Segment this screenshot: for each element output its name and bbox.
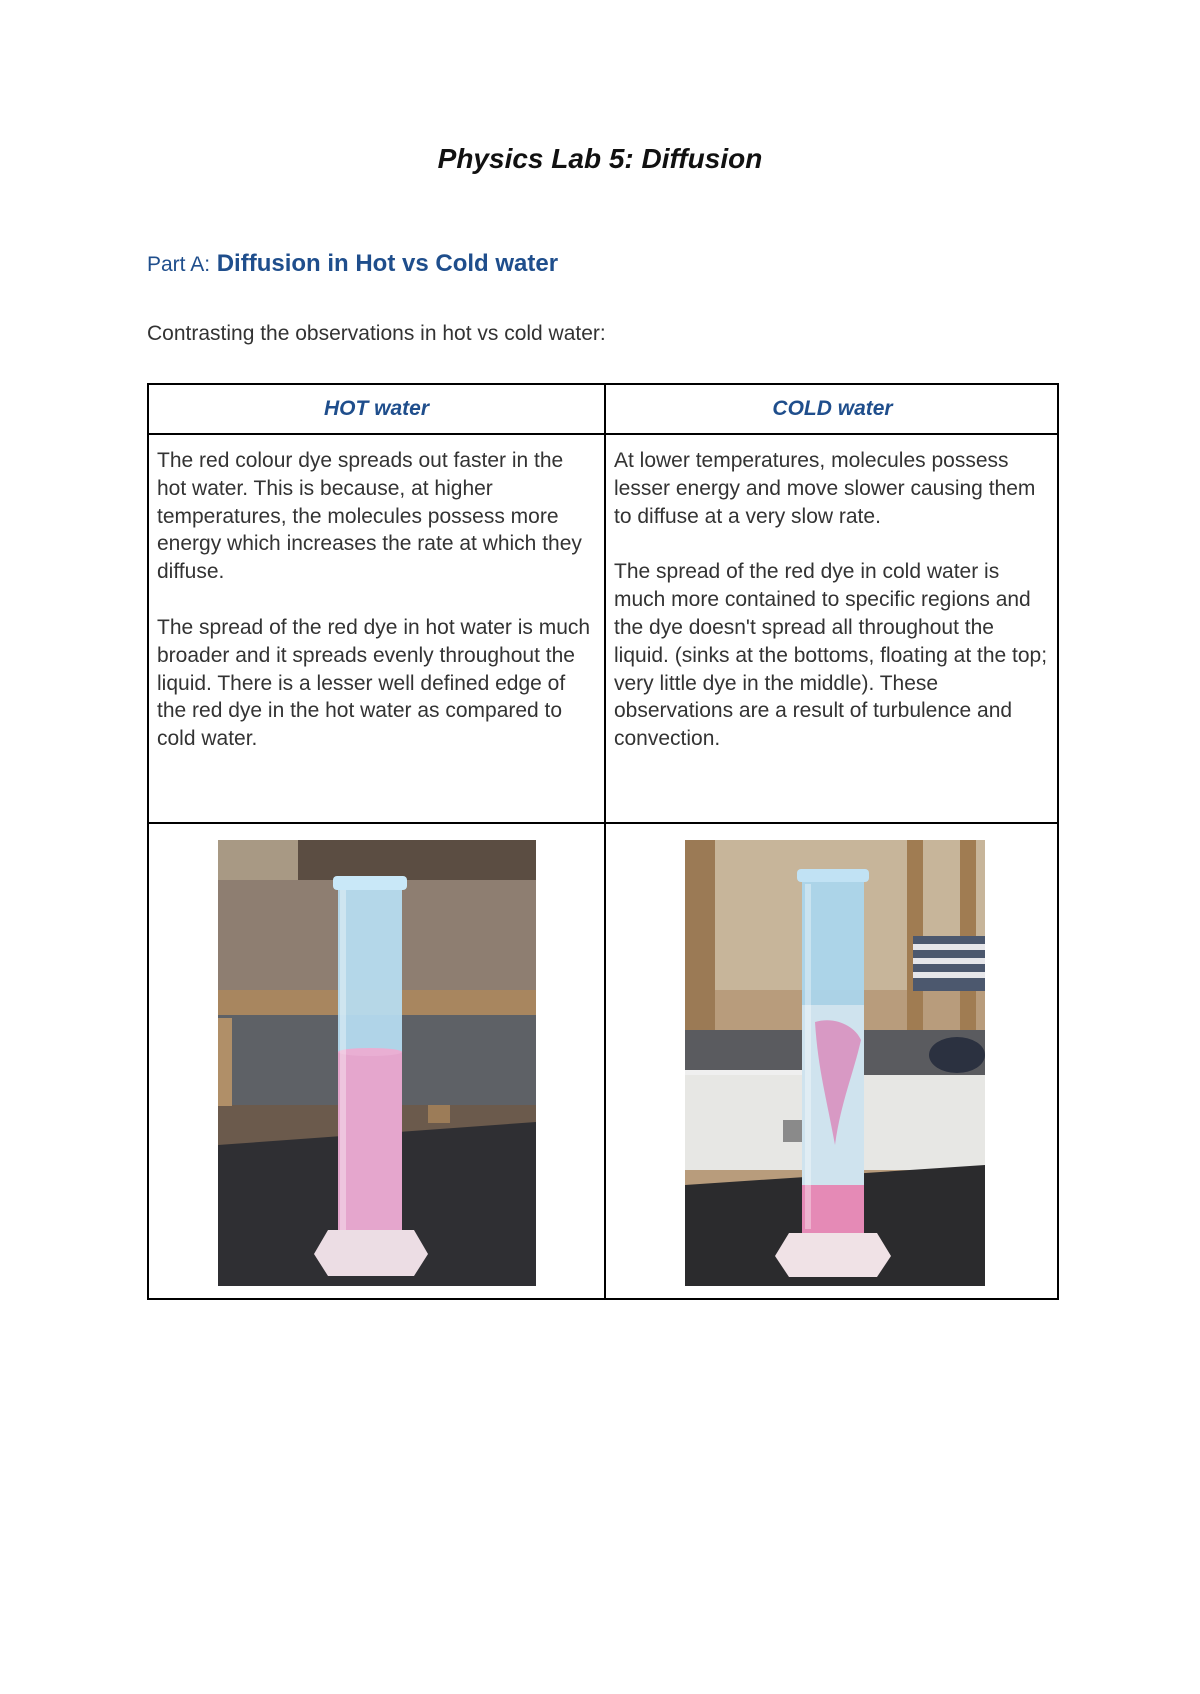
section-heading <box>147 250 558 278</box>
header-cold: COLD water <box>772 397 893 420</box>
hot-water-photo <box>218 840 536 1286</box>
page-title: Physics Lab 5: Diffusion <box>437 143 763 174</box>
cold-water-photo <box>685 840 985 1286</box>
header-hot: HOT water <box>323 397 430 420</box>
cold-paragraph-1: At lower temperatures, molecules possess lesser energy and move slower causing them to diffuse at a very slow rate. <box>614 449 1036 528</box>
hot-paragraph-2: The spread of the red dye in hot water is much broader and it spreads evenly throughout the liquid. There is a lesser well defined edge of the red dye in the hot water as compared to cold water. <box>157 615 591 751</box>
cold-observations <box>614 447 1054 781</box>
hot-observations <box>157 447 597 781</box>
cold-paragraph-2: The spread of the red dye in cold water is much more contained to specific regions and the dye doesn't spread all throughout the liquid. (sinks at the bottoms, floating at the top; very little dye in the middle). These observations are a result of turbulence and convection. <box>614 560 1048 751</box>
intro-text: Contrasting the observations in hot vs cold water: <box>147 322 606 345</box>
part-label: Part A: <box>147 253 211 276</box>
part-heading: Diffusion in Hot vs Cold water <box>216 250 559 277</box>
hot-paragraph-1: The red colour dye spreads out faster in the hot water. This is because, at higher temperatures, the molecules possess more energy which increases the rate at which they diffuse. <box>157 449 582 584</box>
table-divider <box>149 822 1057 824</box>
table-divider <box>604 385 606 1298</box>
comparison-table <box>147 383 1059 1300</box>
table-divider <box>149 433 1057 435</box>
